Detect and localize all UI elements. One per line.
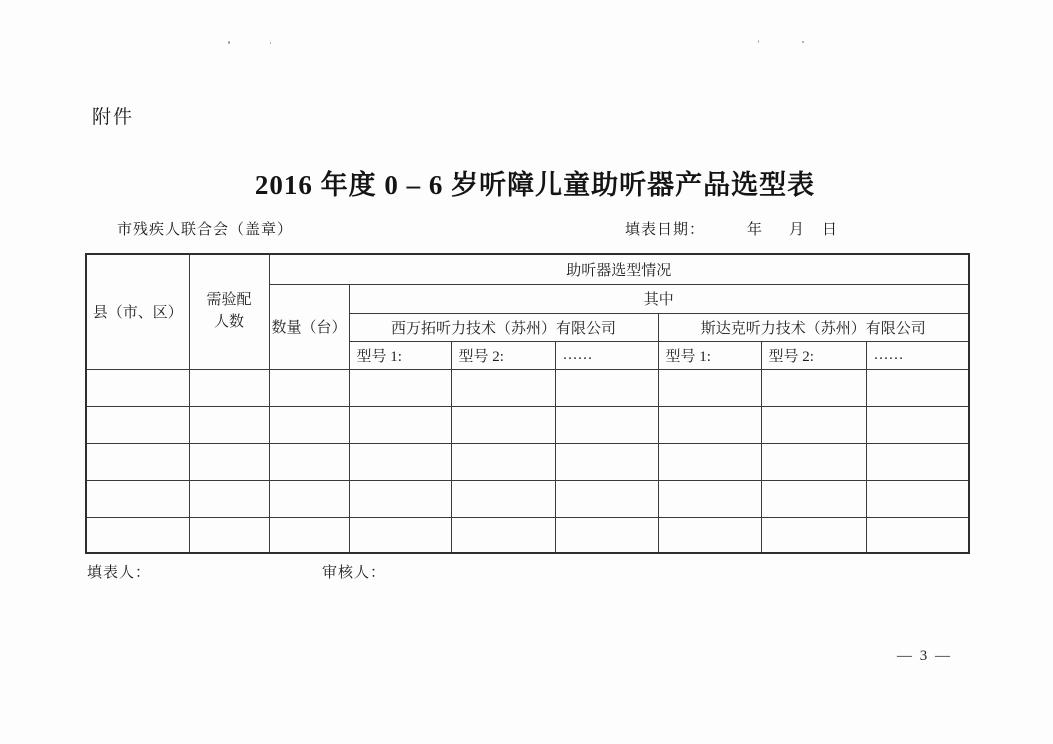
header-need-count-line1: 需验配	[206, 292, 252, 308]
empty-cell	[349, 406, 451, 443]
header-model1-b: 型号 1:	[658, 341, 761, 369]
header-company-a: 西万拓听力技术（苏州）有限公司	[349, 313, 658, 341]
empty-cell	[269, 517, 349, 553]
empty-cell	[86, 480, 189, 517]
empty-cell	[349, 443, 451, 480]
empty-cell	[866, 517, 969, 553]
date-line	[625, 218, 838, 239]
date-label: 填表日期：	[625, 222, 706, 238]
empty-cell	[349, 369, 451, 406]
empty-cell	[761, 480, 866, 517]
table-row	[86, 480, 969, 517]
empty-cell	[189, 406, 269, 443]
table-row	[86, 517, 969, 553]
scan-artifact	[228, 41, 230, 44]
header-selection-status: 助听器选型情况	[269, 254, 969, 284]
empty-cell	[658, 480, 761, 517]
empty-cell	[555, 369, 658, 406]
form-filler-label: 填表人：	[87, 565, 152, 581]
empty-cell	[555, 517, 658, 553]
empty-cell	[269, 406, 349, 443]
date-day-label: 日	[822, 222, 839, 238]
empty-cell	[269, 443, 349, 480]
empty-cell	[658, 443, 761, 480]
selection-table	[85, 253, 970, 554]
empty-cell	[269, 369, 349, 406]
empty-cell	[658, 517, 761, 553]
empty-cell	[189, 517, 269, 553]
reviewer-label: 审核人：	[322, 565, 387, 581]
header-county: 县（市、区）	[86, 254, 189, 369]
date-year-label: 年	[747, 222, 764, 238]
empty-cell	[349, 517, 451, 553]
empty-cell	[451, 517, 555, 553]
header-company-b: 斯达克听力技术（苏州）有限公司	[658, 313, 969, 341]
header-ellipsis-b: ……	[866, 341, 969, 369]
header-model2-a: 型号 2:	[451, 341, 555, 369]
empty-cell	[451, 480, 555, 517]
empty-cell	[189, 480, 269, 517]
empty-cell	[761, 406, 866, 443]
table-row	[86, 443, 969, 480]
scan-artifact	[802, 41, 804, 43]
empty-cell	[555, 406, 658, 443]
empty-cell	[86, 369, 189, 406]
header-need-count-line2: 人数	[213, 313, 244, 330]
empty-cell	[189, 443, 269, 480]
empty-cell	[761, 369, 866, 406]
header-model1-a: 型号 1:	[349, 341, 451, 369]
empty-cell	[658, 369, 761, 406]
empty-cell	[658, 406, 761, 443]
empty-cell	[866, 480, 969, 517]
org-seal-label: 市残疾人联合会（盖章）	[117, 222, 294, 238]
empty-cell	[555, 480, 658, 517]
date-month-label: 月	[789, 222, 806, 238]
empty-cell	[555, 443, 658, 480]
header-need-count	[189, 254, 269, 369]
empty-cell	[866, 406, 969, 443]
empty-cell	[761, 443, 866, 480]
empty-cell	[269, 480, 349, 517]
header-quantity: 数量（台）	[269, 284, 349, 369]
scan-artifact	[270, 42, 271, 44]
page-title: 2016 年度 0 – 6 岁听障儿童助听器产品选型表	[254, 170, 816, 200]
empty-cell	[761, 517, 866, 553]
header-model2-b: 型号 2:	[761, 341, 866, 369]
empty-cell	[86, 517, 189, 553]
scan-artifact	[758, 40, 759, 43]
header-among-which: 其中	[349, 284, 969, 313]
header-ellipsis-a: ……	[555, 341, 658, 369]
empty-cell	[866, 369, 969, 406]
empty-cell	[866, 443, 969, 480]
table-row	[86, 406, 969, 443]
page-number: — 3 —	[897, 648, 952, 664]
table-row	[86, 369, 969, 406]
empty-cell	[189, 369, 269, 406]
empty-cell	[86, 443, 189, 480]
empty-cell	[349, 480, 451, 517]
empty-cell	[451, 406, 555, 443]
empty-cell	[451, 443, 555, 480]
empty-cell	[86, 406, 189, 443]
empty-cell	[451, 369, 555, 406]
attachment-label: 附件	[92, 107, 135, 128]
